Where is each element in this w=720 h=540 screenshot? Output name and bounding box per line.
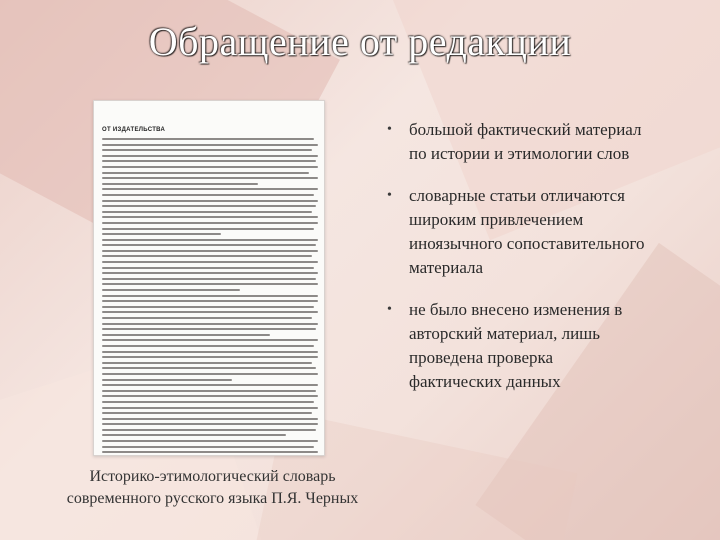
document-text-line: [102, 334, 270, 336]
document-text-line: [102, 194, 314, 196]
document-text-line: [102, 339, 318, 341]
document-text-line: [102, 356, 318, 358]
document-text-line: [102, 233, 221, 235]
document-text-line: [102, 367, 316, 369]
document-text-line: [102, 155, 318, 157]
document-text-line: [102, 239, 318, 241]
bullet-line: большой фактический материал: [409, 120, 642, 139]
bullet-marker: •: [387, 188, 392, 203]
document-text-line: [102, 412, 312, 414]
document-text-line: [102, 429, 316, 431]
bullet-line: по истории и этимологии слов: [409, 144, 630, 163]
caption-line: современного русского языка П.Я. Черных: [66, 490, 359, 507]
document-text-line: [102, 423, 318, 425]
document-text-line: [102, 244, 316, 246]
bullet-marker: •: [387, 122, 392, 137]
document-text-line: [102, 172, 309, 174]
bullet-line: фактических данных: [409, 372, 561, 391]
document-text-line: [102, 317, 312, 319]
bullet-line: проведена проверка: [409, 348, 554, 367]
document-text-line: [102, 440, 318, 442]
document-text-line: [102, 205, 316, 207]
document-text-line: [102, 373, 318, 375]
caption-line: Историко-этимологический словарь: [89, 468, 336, 485]
document-text-line: [102, 384, 318, 386]
document-text-line: [102, 351, 318, 353]
bullet-line: словарные статьи отличаются: [409, 186, 625, 205]
bullet-item: [385, 298, 703, 394]
document-text-line: [102, 166, 318, 168]
document-text-block: [102, 138, 318, 456]
document-text-line: [102, 434, 286, 436]
bullet-line: материала: [409, 258, 484, 277]
document-text-line: [102, 345, 314, 347]
document-text-line: [102, 216, 318, 218]
document-text-line: [102, 188, 318, 190]
document-text-line: [102, 250, 318, 252]
document-text-line: [102, 362, 312, 364]
document-text-line: [102, 261, 318, 263]
document-text-line: [102, 289, 240, 291]
document-text-line: [102, 418, 318, 420]
document-text-line: [102, 306, 314, 308]
document-text-line: [102, 379, 232, 381]
document-text-line: [102, 160, 316, 162]
document-text-line: [102, 267, 314, 269]
document-text-line: [102, 328, 316, 330]
document-text-line: [102, 211, 312, 213]
document-text-line: [102, 283, 318, 285]
document-text-line: [102, 311, 318, 313]
document-text-line: [102, 300, 318, 302]
bullet-list: [385, 118, 703, 406]
bullet-item: [385, 118, 703, 166]
document-text-line: [102, 272, 318, 274]
document-text-line: [102, 200, 318, 202]
document-text-line: [102, 278, 316, 280]
document-text-line: [102, 407, 318, 409]
document-text-line: [102, 222, 318, 224]
document-text-line: [102, 451, 318, 453]
document-text-line: [102, 183, 258, 185]
bullet-line: авторский материал, лишь: [409, 324, 601, 343]
document-heading: ОТ ИЗДАТЕЛЬСТВА: [102, 127, 166, 133]
document-text-line: [102, 401, 314, 403]
document-caption: [40, 466, 385, 510]
bullet-item: [385, 184, 703, 280]
document-text-line: [102, 228, 314, 230]
bullet-marker: •: [387, 302, 392, 317]
document-text-line: [102, 295, 318, 297]
document-text-line: [102, 323, 318, 325]
slide-title: Обращение от редакции: [148, 19, 572, 64]
bullet-line: не было внесено изменения в: [409, 300, 623, 319]
document-text-line: [102, 149, 312, 151]
document-text-line: [102, 255, 312, 257]
bullet-line: широким привлечением: [409, 210, 584, 229]
document-text-line: [102, 177, 318, 179]
document-page-image: [93, 100, 325, 456]
document-text-line: [102, 395, 318, 397]
document-text-line: [102, 144, 318, 146]
document-text-line: [102, 446, 314, 448]
bullet-line: иноязычного сопоставительного: [409, 234, 645, 253]
document-text-line: [102, 390, 316, 392]
document-text-line: [102, 138, 314, 140]
